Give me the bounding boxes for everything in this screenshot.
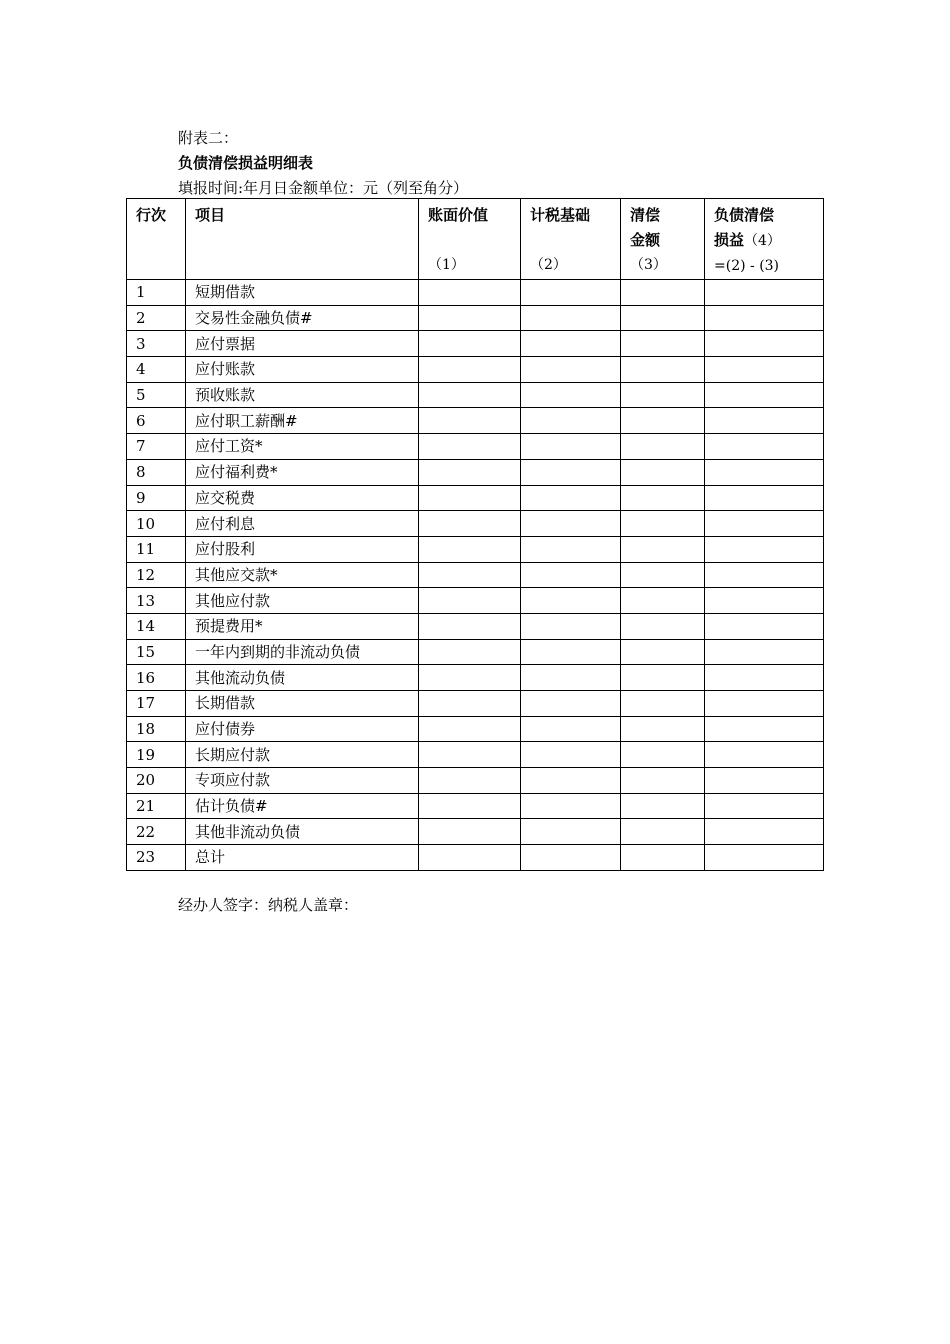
signature-line: 经办人签字：纳税人盖章：	[178, 896, 359, 914]
book-value-cell[interactable]	[419, 793, 521, 819]
header-item-label: 项目	[195, 206, 226, 224]
settlement-amount-cell[interactable]	[621, 819, 705, 845]
header-book-value-label: 账面价值	[428, 206, 489, 224]
appendix-label: 附表二：	[178, 129, 239, 147]
gain-loss-cell[interactable]	[705, 845, 824, 871]
item-name-cell: 总计	[186, 845, 419, 871]
table-row	[127, 382, 824, 408]
item-name-cell: 预收账款	[186, 382, 419, 408]
item-name-cell: 交易性金融负债#	[186, 305, 419, 331]
tax-basis-cell[interactable]	[521, 434, 621, 460]
tax-basis-cell[interactable]	[521, 665, 621, 691]
gain-loss-cell[interactable]	[705, 742, 824, 768]
table-row	[127, 845, 824, 871]
header-book-value-code: （1）	[428, 257, 465, 273]
settlement-amount-cell[interactable]	[621, 331, 705, 357]
item-name-cell: 应付账款	[186, 357, 419, 383]
book-value-cell[interactable]	[419, 305, 521, 331]
table-row	[127, 562, 824, 588]
row-number-cell: 2	[127, 305, 186, 331]
item-name-cell: 其他应付款	[186, 588, 419, 614]
book-value-cell[interactable]	[419, 408, 521, 434]
item-name-cell: 其他流动负债	[186, 665, 419, 691]
header-gain-loss-label-1: 负债清偿	[714, 206, 775, 224]
settlement-amount-cell[interactable]	[621, 305, 705, 331]
book-value-cell[interactable]	[419, 845, 521, 871]
row-number-cell: 16	[127, 665, 186, 691]
gain-loss-cell[interactable]	[705, 536, 824, 562]
row-number-cell: 14	[127, 613, 186, 639]
book-value-cell[interactable]	[419, 357, 521, 383]
item-name-cell: 一年内到期的非流动负债	[186, 639, 419, 665]
row-number-cell: 8	[127, 459, 186, 485]
book-value-cell[interactable]	[419, 536, 521, 562]
tax-basis-cell[interactable]	[521, 511, 621, 537]
gain-loss-cell[interactable]	[705, 793, 824, 819]
table-title: 负债清偿损益明细表	[178, 154, 314, 172]
header-gain-loss-code-2: =(2) - (3)	[714, 258, 780, 274]
row-number-cell: 4	[127, 357, 186, 383]
table-row	[127, 305, 824, 331]
settlement-amount-cell[interactable]	[621, 793, 705, 819]
tax-basis-cell[interactable]	[521, 562, 621, 588]
tax-basis-cell[interactable]	[521, 408, 621, 434]
tax-basis-cell[interactable]	[521, 691, 621, 717]
header-item	[186, 199, 419, 280]
table-header-row	[127, 199, 824, 280]
book-value-cell[interactable]	[419, 331, 521, 357]
tax-basis-cell[interactable]	[521, 793, 621, 819]
tax-basis-cell[interactable]	[521, 845, 621, 871]
book-value-cell[interactable]	[419, 639, 521, 665]
table-row	[127, 280, 824, 306]
table-row	[127, 588, 824, 614]
table-row	[127, 716, 824, 742]
table-row	[127, 819, 824, 845]
item-name-cell: 预提费用*	[186, 613, 419, 639]
header-gain-loss	[705, 199, 824, 280]
table-row	[127, 742, 824, 768]
tax-basis-cell[interactable]	[521, 742, 621, 768]
row-number-cell: 3	[127, 331, 186, 357]
settlement-amount-cell[interactable]	[621, 768, 705, 794]
row-number-cell: 12	[127, 562, 186, 588]
header-settlement-label-2: 金额	[630, 231, 661, 249]
gain-loss-cell[interactable]	[705, 665, 824, 691]
gain-loss-cell[interactable]	[705, 485, 824, 511]
header-settlement-code: （3）	[630, 257, 667, 273]
settlement-amount-cell[interactable]	[621, 588, 705, 614]
settlement-amount-cell[interactable]	[621, 536, 705, 562]
settlement-amount-cell[interactable]	[621, 485, 705, 511]
gain-loss-cell[interactable]	[705, 768, 824, 794]
table-row	[127, 613, 824, 639]
settlement-amount-cell[interactable]	[621, 434, 705, 460]
gain-loss-cell[interactable]	[705, 280, 824, 306]
item-name-cell: 应付工资*	[186, 434, 419, 460]
header-tax-basis-code: （2）	[530, 257, 567, 273]
table-row	[127, 665, 824, 691]
table-row	[127, 793, 824, 819]
row-number-cell: 21	[127, 793, 186, 819]
row-number-cell: 20	[127, 768, 186, 794]
book-value-cell[interactable]	[419, 742, 521, 768]
settlement-amount-cell[interactable]	[621, 716, 705, 742]
settlement-amount-cell[interactable]	[621, 845, 705, 871]
gain-loss-cell[interactable]	[705, 819, 824, 845]
item-name-cell: 短期借款	[186, 280, 419, 306]
row-number-cell: 11	[127, 536, 186, 562]
item-name-cell: 长期借款	[186, 691, 419, 717]
table-row	[127, 357, 824, 383]
settlement-amount-cell[interactable]	[621, 613, 705, 639]
tax-basis-cell[interactable]	[521, 613, 621, 639]
book-value-cell[interactable]	[419, 280, 521, 306]
settlement-amount-cell[interactable]	[621, 280, 705, 306]
row-number-cell: 10	[127, 511, 186, 537]
item-name-cell: 应交税费	[186, 485, 419, 511]
item-name-cell: 长期应付款	[186, 742, 419, 768]
gain-loss-cell[interactable]	[705, 562, 824, 588]
row-number-cell: 23	[127, 845, 186, 871]
gain-loss-cell[interactable]	[705, 305, 824, 331]
tax-basis-cell[interactable]	[521, 382, 621, 408]
header-settlement	[621, 199, 705, 280]
gain-loss-cell[interactable]	[705, 357, 824, 383]
row-number-cell: 19	[127, 742, 186, 768]
table-row	[127, 459, 824, 485]
row-number-cell: 7	[127, 434, 186, 460]
book-value-cell[interactable]	[419, 382, 521, 408]
header-tax-basis	[521, 199, 621, 280]
row-number-cell: 17	[127, 691, 186, 717]
row-number-cell: 5	[127, 382, 186, 408]
item-name-cell: 估计负债#	[186, 793, 419, 819]
row-number-cell: 1	[127, 280, 186, 306]
header-settlement-label-1: 清偿	[630, 206, 661, 224]
gain-loss-cell[interactable]	[705, 639, 824, 665]
liability-settlement-table	[126, 198, 824, 871]
book-value-cell[interactable]	[419, 665, 521, 691]
book-value-cell[interactable]	[419, 511, 521, 537]
gain-loss-cell[interactable]	[705, 331, 824, 357]
gain-loss-cell[interactable]	[705, 511, 824, 537]
table-row	[127, 536, 824, 562]
table-row	[127, 485, 824, 511]
report-meta: 填报时间:年月日金额单位：元（列至角分）	[178, 179, 469, 197]
table-row	[127, 434, 824, 460]
tax-basis-cell[interactable]	[521, 819, 621, 845]
row-number-cell: 15	[127, 639, 186, 665]
gain-loss-cell[interactable]	[705, 434, 824, 460]
item-name-cell: 应付票据	[186, 331, 419, 357]
gain-loss-cell[interactable]	[705, 613, 824, 639]
table-row	[127, 331, 824, 357]
tax-basis-cell[interactable]	[521, 716, 621, 742]
row-number-cell: 18	[127, 716, 186, 742]
item-name-cell: 应付债券	[186, 716, 419, 742]
tax-basis-cell[interactable]	[521, 459, 621, 485]
book-value-cell[interactable]	[419, 434, 521, 460]
item-name-cell: 其他应交款*	[186, 562, 419, 588]
row-number-cell: 6	[127, 408, 186, 434]
row-number-cell: 9	[127, 485, 186, 511]
book-value-cell[interactable]	[419, 768, 521, 794]
item-name-cell: 应付股利	[186, 536, 419, 562]
book-value-cell[interactable]	[419, 819, 521, 845]
tax-basis-cell[interactable]	[521, 485, 621, 511]
book-value-cell[interactable]	[419, 588, 521, 614]
settlement-amount-cell[interactable]	[621, 357, 705, 383]
table-row	[127, 768, 824, 794]
book-value-cell[interactable]	[419, 716, 521, 742]
header-gain-loss-code-1: （4）	[744, 233, 781, 249]
tax-basis-cell[interactable]	[521, 768, 621, 794]
gain-loss-cell[interactable]	[705, 691, 824, 717]
header-tax-basis-label: 计税基础	[530, 206, 591, 224]
table-row	[127, 408, 824, 434]
tax-basis-cell[interactable]	[521, 280, 621, 306]
item-name-cell: 其他非流动负债	[186, 819, 419, 845]
settlement-amount-cell[interactable]	[621, 408, 705, 434]
table-row	[127, 639, 824, 665]
header-gain-loss-label-2: 损益	[714, 231, 745, 249]
header-row-no-label: 行次	[136, 206, 167, 224]
gain-loss-cell[interactable]	[705, 382, 824, 408]
settlement-amount-cell[interactable]	[621, 639, 705, 665]
table-row	[127, 511, 824, 537]
row-number-cell: 13	[127, 588, 186, 614]
settlement-amount-cell[interactable]	[621, 459, 705, 485]
header-book-value	[419, 199, 521, 280]
row-number-cell: 22	[127, 819, 186, 845]
settlement-amount-cell[interactable]	[621, 562, 705, 588]
item-name-cell: 应付福利费*	[186, 459, 419, 485]
tax-basis-cell[interactable]	[521, 588, 621, 614]
book-value-cell[interactable]	[419, 691, 521, 717]
gain-loss-cell[interactable]	[705, 716, 824, 742]
book-value-cell[interactable]	[419, 485, 521, 511]
book-value-cell[interactable]	[419, 459, 521, 485]
gain-loss-cell[interactable]	[705, 459, 824, 485]
settlement-amount-cell[interactable]	[621, 742, 705, 768]
tax-basis-cell[interactable]	[521, 331, 621, 357]
item-name-cell: 专项应付款	[186, 768, 419, 794]
tax-basis-cell[interactable]	[521, 536, 621, 562]
book-value-cell[interactable]	[419, 613, 521, 639]
gain-loss-cell[interactable]	[705, 408, 824, 434]
tax-basis-cell[interactable]	[521, 305, 621, 331]
item-name-cell: 应付利息	[186, 511, 419, 537]
tax-basis-cell[interactable]	[521, 357, 621, 383]
table-row	[127, 691, 824, 717]
settlement-amount-cell[interactable]	[621, 691, 705, 717]
item-name-cell: 应付职工薪酬#	[186, 408, 419, 434]
settlement-amount-cell[interactable]	[621, 382, 705, 408]
settlement-amount-cell[interactable]	[621, 511, 705, 537]
tax-basis-cell[interactable]	[521, 639, 621, 665]
settlement-amount-cell[interactable]	[621, 665, 705, 691]
header-row-no	[127, 199, 186, 280]
gain-loss-cell[interactable]	[705, 588, 824, 614]
book-value-cell[interactable]	[419, 562, 521, 588]
